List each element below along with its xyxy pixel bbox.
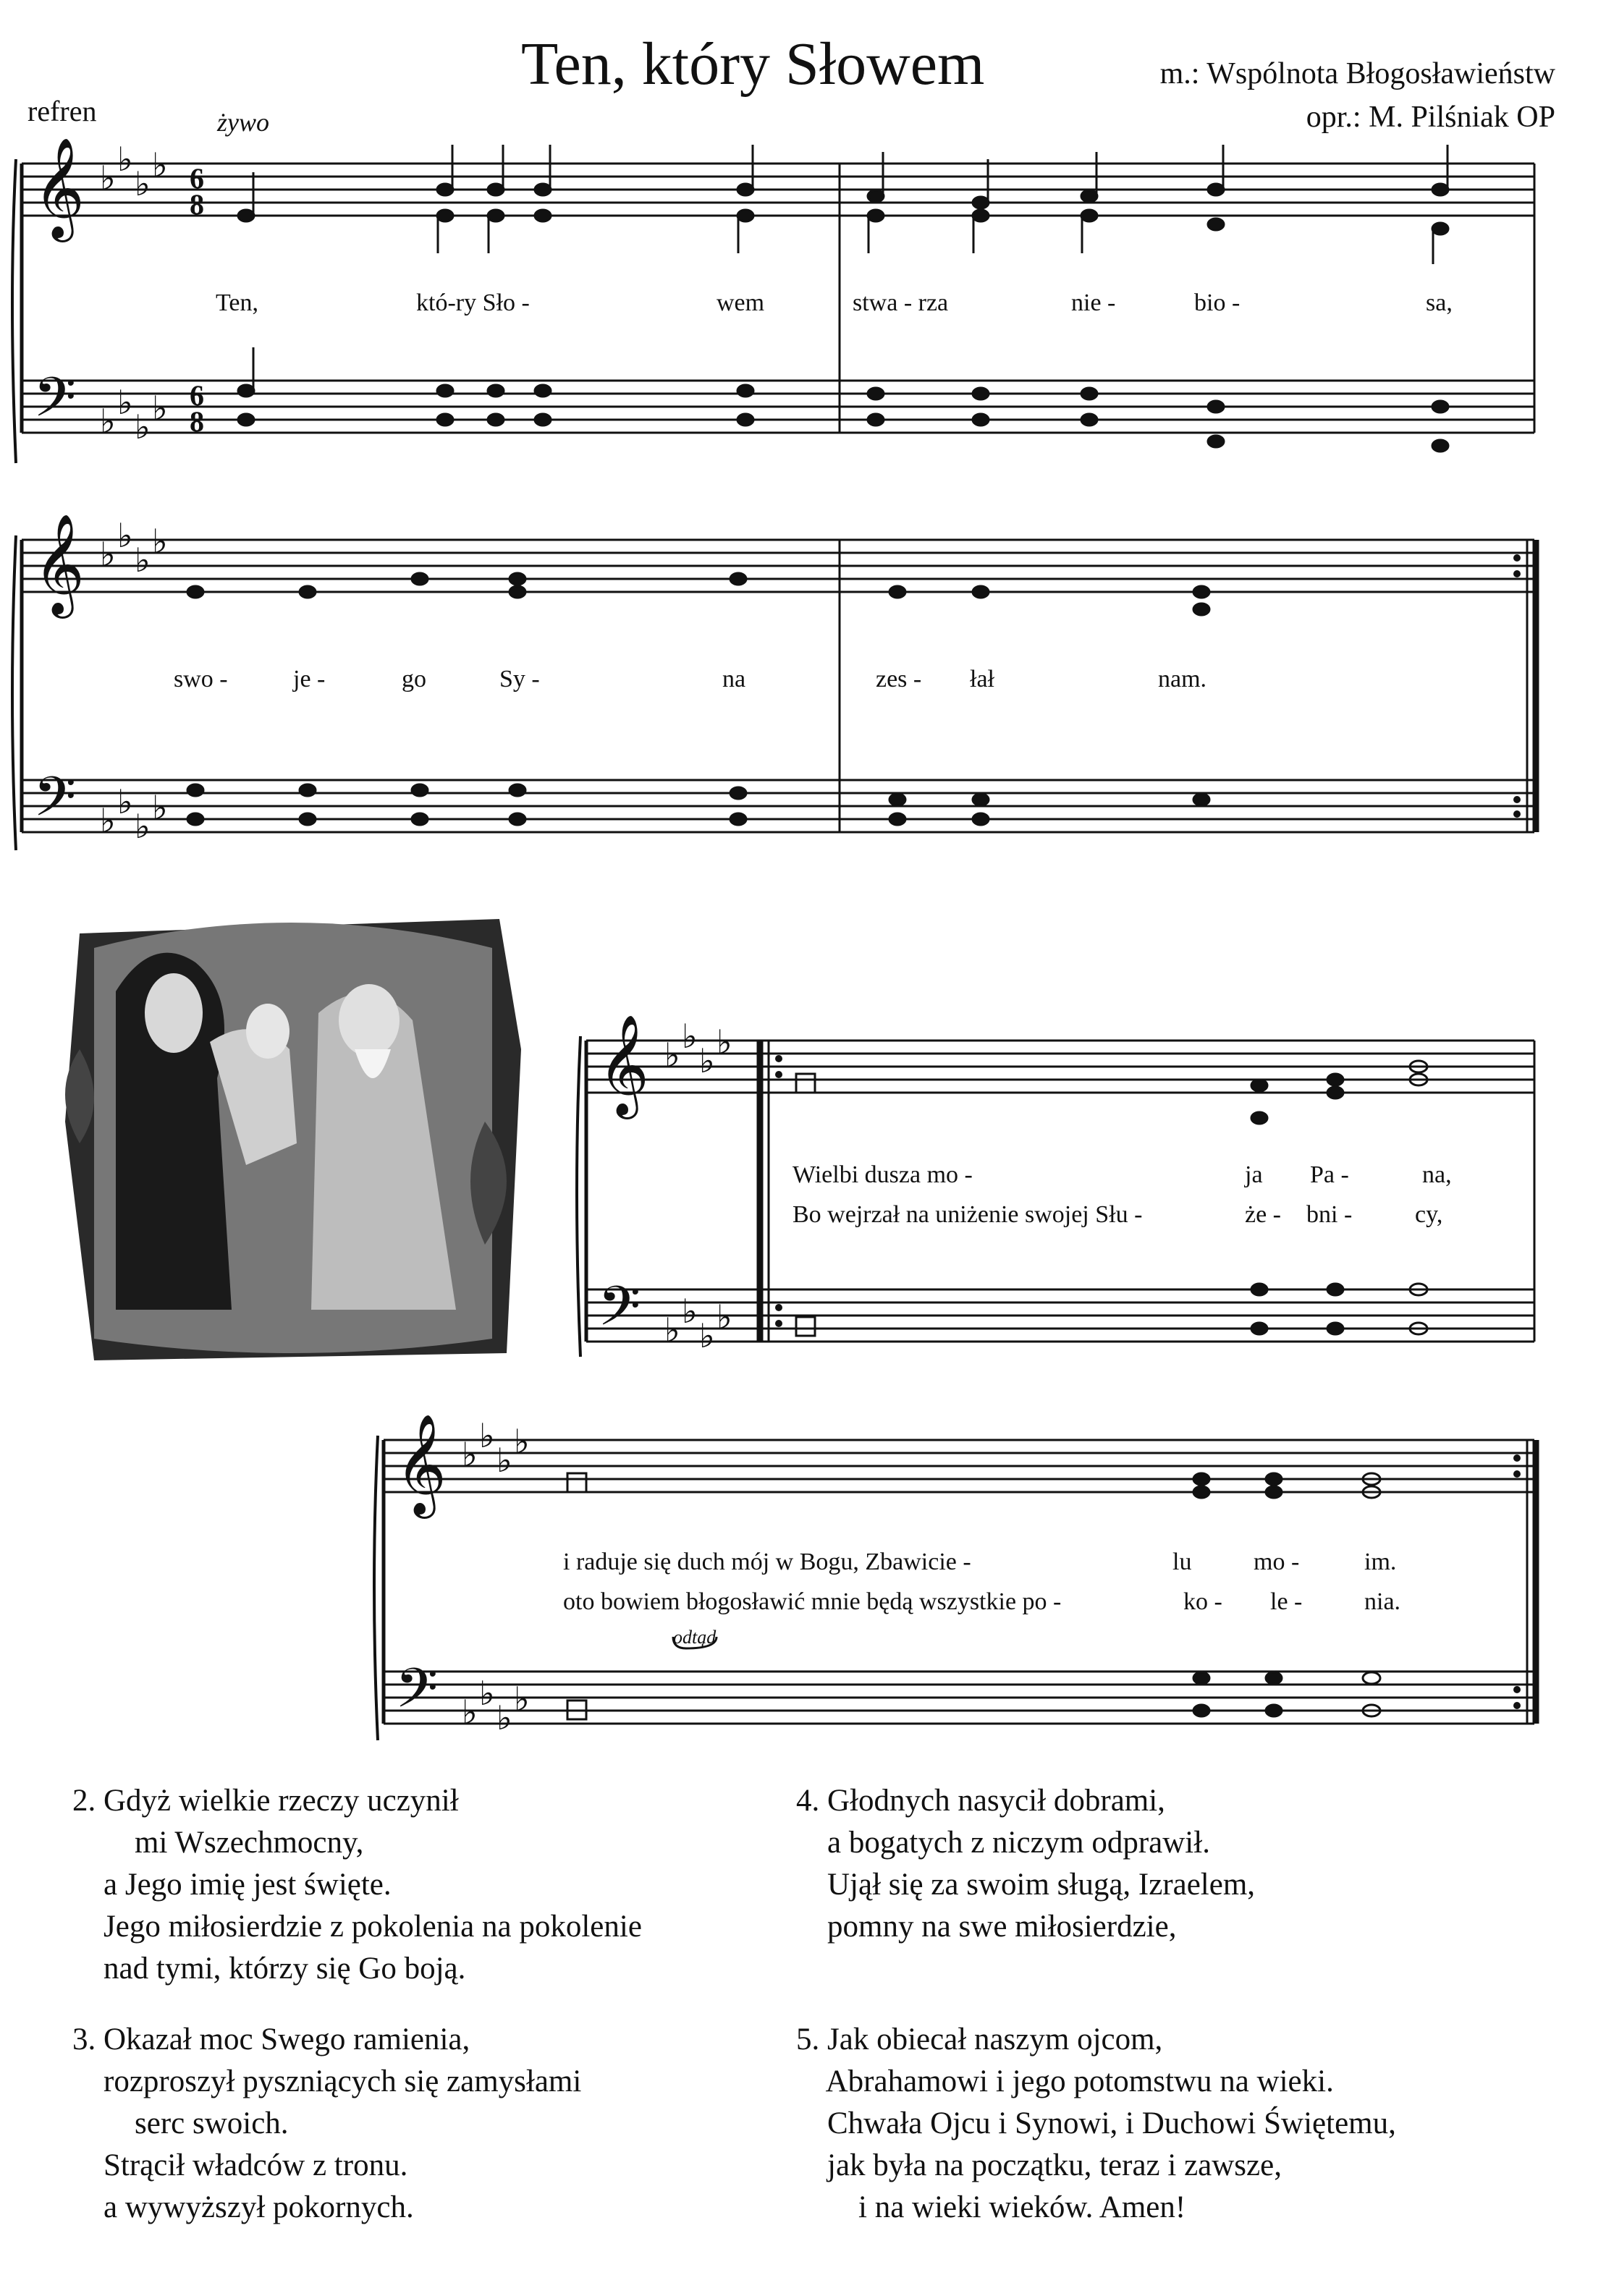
notes-psalm <box>567 1061 1427 1719</box>
svg-text:♭: ♭ <box>135 541 151 580</box>
lyric-syllable: je - <box>293 666 326 692</box>
lyric-syllable: któ-ry Sło - <box>416 289 530 316</box>
svg-text:♭: ♭ <box>496 1441 512 1480</box>
svg-text:♭: ♭ <box>479 1416 495 1455</box>
page-title: Ten, który Słowem <box>521 30 985 98</box>
repeat-dots <box>775 554 1521 1709</box>
svg-text:♭: ♭ <box>100 158 116 198</box>
illuminated-initial-image <box>51 905 543 1375</box>
arranger-credit: opr.: M. Pilśniak OP <box>1306 101 1555 134</box>
svg-text:♭: ♭ <box>514 1422 530 1461</box>
svg-text:♭: ♭ <box>152 145 168 185</box>
svg-text:♭: ♭ <box>462 1435 478 1474</box>
lyric-syllable: bio - <box>1194 289 1241 316</box>
treble-clef-icon: 𝄞 <box>598 1014 649 1115</box>
svg-text:♭: ♭ <box>699 1041 715 1080</box>
staff-refrain-2-bass <box>22 780 1534 832</box>
bass-clef-icon: 𝄢 <box>395 1656 439 1734</box>
staff-refrain-2-treble <box>22 540 1534 592</box>
svg-text:♭: ♭ <box>496 1698 512 1737</box>
bass-clef-icon: 𝄢 <box>598 1274 641 1352</box>
svg-text:♭: ♭ <box>117 782 133 821</box>
svg-text:8: 8 <box>190 188 204 221</box>
handwritten-annotation: odtąd <box>673 1627 717 1648</box>
treble-clef-icon: 𝄞 <box>395 1414 447 1515</box>
psalm-lyric: mo - <box>1254 1549 1300 1575</box>
lyric-syllable: zes - <box>876 666 922 692</box>
lyric-syllable: swo - <box>174 666 228 692</box>
svg-text:♭: ♭ <box>152 788 168 827</box>
psalm-lyric: le - <box>1270 1588 1303 1615</box>
psalm-lyric: Bo wejrzał na uniżenie swojej Słu - <box>793 1201 1143 1228</box>
psalm-lyric: ja <box>1245 1161 1263 1188</box>
svg-text:♭: ♭ <box>117 383 133 422</box>
lyric-syllable: go <box>402 666 426 692</box>
svg-text:♭: ♭ <box>135 164 151 203</box>
psalm-lyric: na, <box>1422 1161 1452 1188</box>
svg-text:♭: ♭ <box>682 1292 698 1331</box>
notes-system-1-bass <box>238 347 1448 452</box>
time-signature <box>190 162 204 438</box>
lyric-syllable: wem <box>717 289 765 316</box>
svg-text:♭: ♭ <box>717 1022 732 1062</box>
verse-2: 2. Gdyż wielkie rzeczy uczynił mi Wszechmocny, a Jego imię jest święte. Jego miłosierdzie z pokolenia na pokolenie nad tymi, którzy się Go boją. <box>72 1784 642 1986</box>
psalm-lyric: lu <box>1172 1549 1192 1575</box>
lyric-syllable: łał <box>970 666 994 692</box>
staff-psalm-b-treble <box>384 1440 1534 1492</box>
svg-text:♭: ♭ <box>100 535 116 574</box>
psalm-lyric: Wielbi dusza mo - <box>793 1161 973 1188</box>
lyric-syllable: sa, <box>1426 289 1453 316</box>
psalm-lyric: i raduje się duch mój w Bogu, Zbawicie - <box>563 1549 971 1575</box>
composer-credit: m.: Wspólnota Błogosławieństw <box>1159 57 1555 90</box>
svg-text:♭: ♭ <box>135 407 151 446</box>
lyric-syllable: nam. <box>1158 666 1207 692</box>
svg-text:♭: ♭ <box>152 522 168 561</box>
svg-text:♭: ♭ <box>664 1310 680 1350</box>
svg-text:♭: ♭ <box>100 402 116 441</box>
svg-text:8: 8 <box>190 405 204 438</box>
refrain-label: refren <box>28 95 97 127</box>
psalm-lyric: Pa - <box>1310 1161 1349 1188</box>
lyric-syllable: Sy - <box>499 666 540 692</box>
svg-text:♭: ♭ <box>514 1679 530 1719</box>
lyric-syllable: stwa - rza <box>853 289 949 316</box>
tempo-marking: żywo <box>217 108 269 137</box>
svg-text:6: 6 <box>190 379 204 412</box>
svg-text:♭: ♭ <box>117 516 133 555</box>
svg-text:♭: ♭ <box>135 807 151 846</box>
psalm-lyric: im. <box>1364 1549 1397 1575</box>
psalm-lyric: oto bowiem błogosławić mnie będą wszystkie po - <box>563 1588 1062 1615</box>
verse-5: 5. Jak obiecał naszym ojcom, Abrahamowi i jego potomstwu na wieki. Chwała Ojcu i Synowi, i Duchowi Świętemu, jak była na początku, teraz i zawsze, i na wieki wieków. Amen! <box>796 2022 1396 2224</box>
svg-text:♭: ♭ <box>717 1297 732 1336</box>
svg-text:♭: ♭ <box>100 801 116 840</box>
staff-psalm-b-bass <box>384 1672 1534 1724</box>
notes-system-2 <box>187 573 1209 825</box>
lyric-syllable: nie - <box>1071 289 1116 316</box>
svg-text:♭: ♭ <box>682 1017 698 1056</box>
verse-4: 4. Głodnych nasycił dobrami, a bogatych z niczym odprawił. Ujął się za swoim sługą, Izraelem, pomny na swe miłosierdzie, <box>796 1784 1256 1944</box>
svg-text:♭: ♭ <box>664 1035 680 1075</box>
bass-clef-icon: 𝄢 <box>33 765 77 842</box>
svg-text:♭: ♭ <box>462 1693 478 1732</box>
lyric-syllable: na <box>722 666 746 692</box>
svg-text:♭: ♭ <box>152 389 168 428</box>
bass-clef-icon: 𝄢 <box>33 365 77 443</box>
svg-text:♭: ♭ <box>699 1316 715 1355</box>
psalm-lyric: cy, <box>1415 1201 1443 1228</box>
svg-text:♭: ♭ <box>479 1674 495 1713</box>
treble-clef-icon: 𝄞 <box>33 137 85 238</box>
staff-refrain-1-treble <box>22 164 1534 216</box>
psalm-lyric: że - <box>1245 1201 1282 1228</box>
verse-3: 3. Okazał moc Swego ramienia, rozproszył pyszniących się zamysłami serc swoich. Strącił władców z tronu. a wywyższył pokornych. <box>72 2022 582 2224</box>
psalm-lyric: ko - <box>1183 1588 1222 1615</box>
treble-clef-icon: 𝄞 <box>33 514 85 614</box>
svg-text:♭: ♭ <box>117 140 133 179</box>
psalm-lyric: bni - <box>1306 1201 1353 1228</box>
psalm-lyric: nia. <box>1364 1588 1401 1615</box>
svg-text:6: 6 <box>190 162 204 195</box>
lyric-syllable: Ten, <box>216 289 258 316</box>
